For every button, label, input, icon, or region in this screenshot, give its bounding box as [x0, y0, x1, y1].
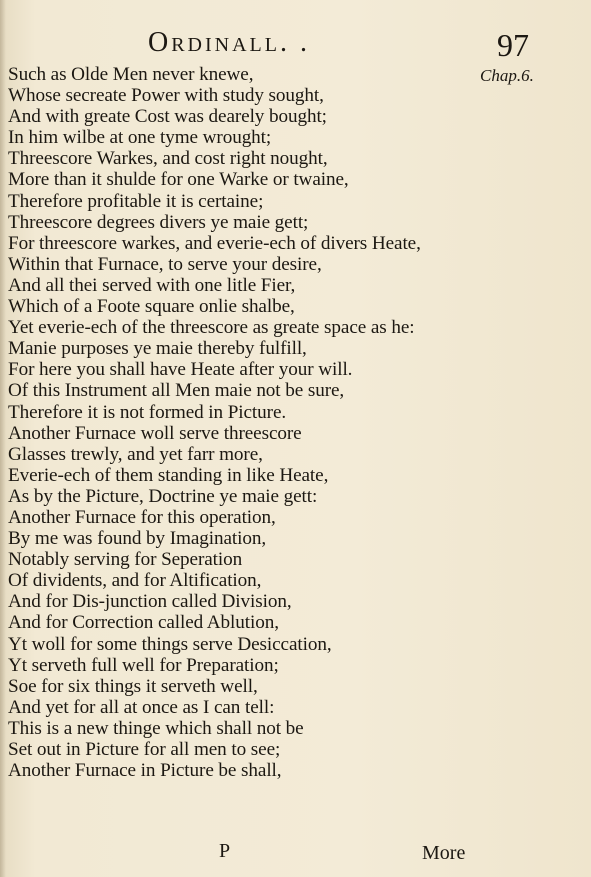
catchword: More — [422, 842, 466, 864]
verse-line: Such as Olde Men never knewe, — [8, 64, 254, 85]
verse-line: Another Furnace in Picture be shall, — [8, 760, 282, 782]
verse-line: Threescore degrees divers ye maie gett; — [8, 211, 309, 233]
verse-line: By me was found by Imagination, — [8, 528, 267, 550]
verse-line: And with greate Cost was dearely bought; — [8, 106, 327, 128]
verse-line: Of this Instrument all Men maie not be sure, — [8, 380, 345, 402]
verse-line: Threescore Warkes, and cost right nought, — [8, 148, 328, 170]
verse-line: Therefore it is not formed in Picture. — [8, 401, 287, 423]
verse-line: Another Furnace for this operation, — [8, 506, 276, 528]
verse-line: And for Dis-junction called Division, — [8, 591, 292, 613]
verse-line: As by the Picture, Doctrine ye maie gett: — [8, 485, 318, 507]
chapter-marginal-note: Chap.6. — [480, 66, 534, 85]
verse-line: Set out in Picture for all men to see; — [8, 739, 281, 760]
verse-line: Within that Furnace, to serve your desire, — [8, 253, 322, 275]
verse-line: Which of a Foote square onlie shalbe, — [8, 296, 295, 318]
verse-line: Glasses trewly, and yet farr more, — [8, 443, 263, 465]
verse-line: Yt serveth full well for Preparation; — [8, 654, 279, 676]
verse-line: This is a new thinge which shall not be — [8, 717, 304, 739]
verse-line: Soe for six things it serveth well, — [8, 675, 258, 697]
verse-line: In him wilbe at one tyme wrought; — [8, 127, 272, 149]
verse-line: Manie purposes ye maie thereby fulfill, — [8, 338, 307, 360]
verse-line: Everie-ech of them standing in like Heate, — [8, 464, 329, 486]
verse-line: Of dividents, and for Altification, — [8, 570, 262, 592]
page-gutter-shadow — [0, 0, 6, 877]
verse-line: Yt woll for some things serve Desiccation, — [8, 633, 332, 655]
verse-line: And yet for all at once as I can tell: — [8, 696, 275, 718]
verse-body — [8, 64, 488, 781]
verse-line: Whose secreate Power with study sought, — [8, 85, 324, 107]
verse-line: And for Correction called Ablution, — [8, 612, 279, 634]
verse-line: And all thei served with one litle Fier, — [8, 274, 296, 296]
verse-line: More than it shulde for one Warke or twaine, — [8, 169, 349, 191]
verse-line: Another Furnace woll serve threescore — [8, 422, 302, 444]
verse-line: For threescore warkes, and everie-ech of divers Heate, — [8, 232, 421, 254]
verse-line: Yet everie-ech of the threescore as greate space as he: — [8, 317, 415, 339]
verse-line: Notably serving for Seperation — [8, 549, 243, 571]
verse-line: For here you shall have Heate after your will. — [8, 359, 353, 381]
page-number: 97 — [497, 27, 529, 63]
running-title: Ordinall. . — [148, 27, 310, 58]
signature-mark: P — [219, 840, 231, 862]
verse-line: Therefore profitable it is certaine; — [8, 190, 264, 212]
